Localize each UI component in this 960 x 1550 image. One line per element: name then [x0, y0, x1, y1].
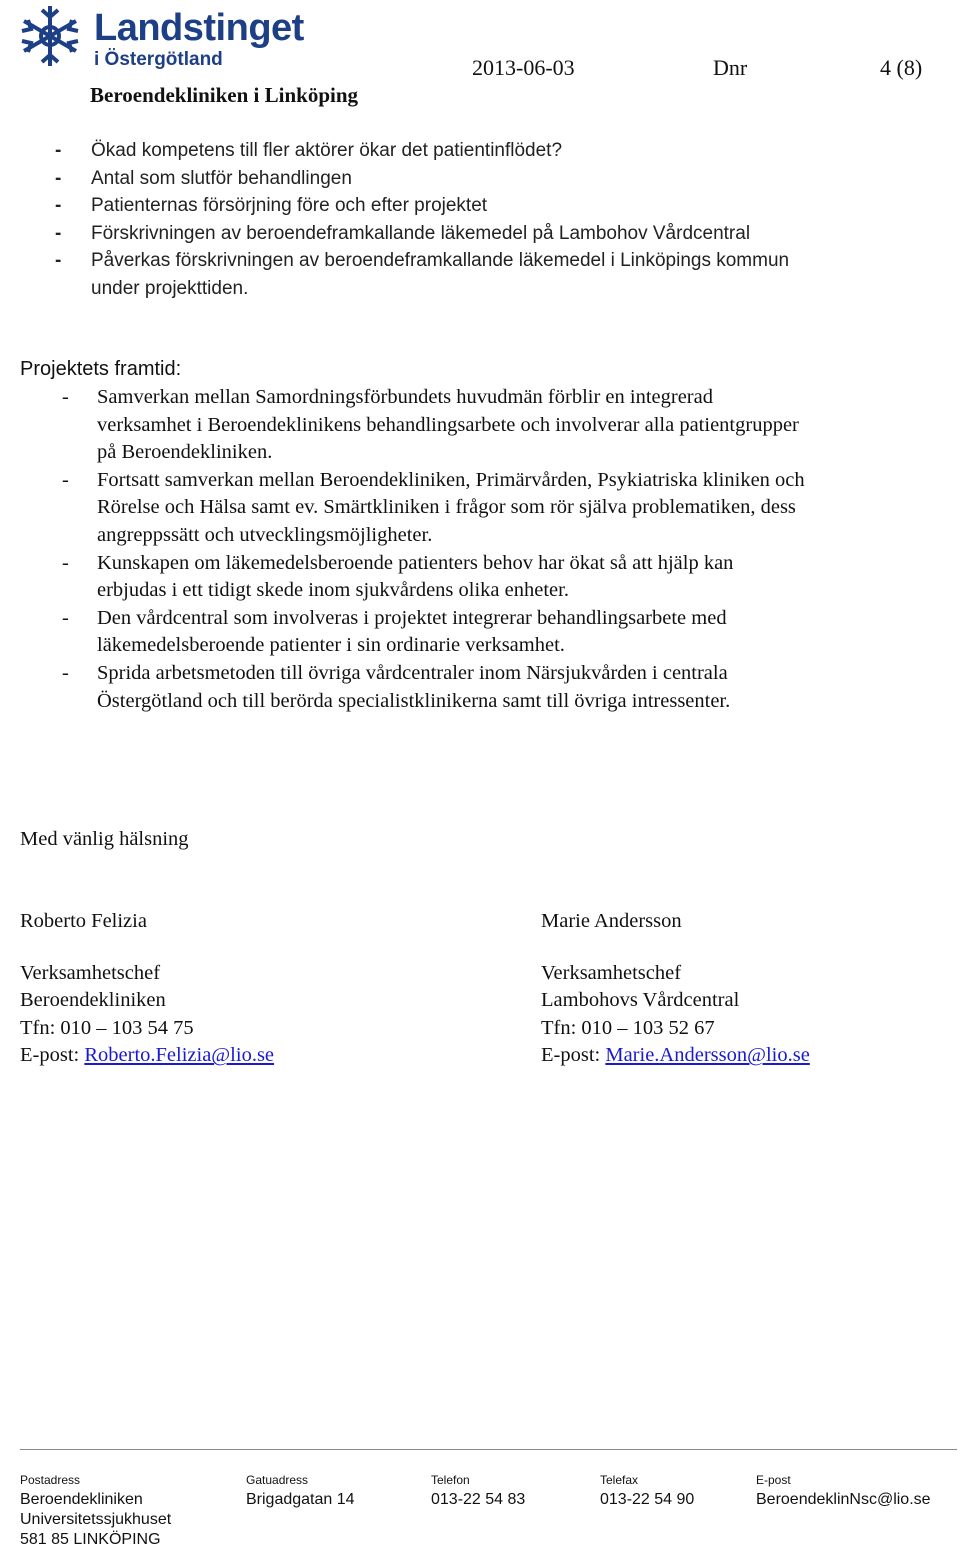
signatory-title: Verksamhetschef [20, 961, 161, 984]
list-item: - Patienternas försörjning före och efter projektet [55, 195, 488, 217]
evaluation-list [55, 137, 790, 303]
signatory-title: Verksamhetschef [541, 961, 682, 984]
list-item: - Fortsatt samverkan mellan Beroendekliniken, Primärvården, Psykiatriska kliniken och Rörelse och Hälsa samt ev. Smärtkliniken i frågor som rör själva problematiken, dess angreppssätt och utvecklingsmöjligheter. [62, 468, 805, 546]
signature-block [20, 908, 274, 1070]
list-item: - Samverkan mellan Samordningsförbundets huvudmän förblir en integrerad verksamhet i Beroendeklinikens behandlingsarbete och involverar alla patientgrupper på Beroendekliniken. [62, 386, 799, 464]
department-name: Beroendekliniken i Linköping [90, 83, 359, 107]
footer-epost: E-post BeroendeklinNsc@lio.se [756, 1473, 931, 1508]
closing-greeting: Med vänlig hälsning [20, 828, 189, 850]
signatory-unit: Lambohovs Vårdcentral [541, 989, 740, 1012]
signatory-name: Roberto Felizia [20, 910, 147, 932]
page-number: 4 (8) [880, 55, 923, 80]
list-item: - Kunskapen om läkemedelsberoende patienters behov har ökat så att hjälp kan erbjudas i ett tidigt skede inom sjukvårdens olika enheter. [62, 551, 734, 602]
footer-label: Gatuadress [246, 1473, 309, 1487]
list-item: - Ökad kompetens till fler aktörer ökar det patientinflödet? [55, 140, 563, 161]
signature-block [541, 908, 810, 1070]
footer-postadress: Postadress Beroendekliniken Universitetssjukhuset 581 85 LINKÖPING [20, 1473, 172, 1548]
snowflake-emblem-icon [18, 2, 82, 70]
list-item: - Den vårdcentral som involveras i projektet integrerar behandlingsarbete med läkemedelsberoende patienter i sin ordinarie verksamhet. [62, 606, 727, 657]
email-link[interactable]: Marie.Andersson@lio.se [605, 1044, 810, 1067]
org-name: Landstinget [94, 7, 304, 49]
signatory-phone: Tfn: 010 – 103 54 75 [20, 1016, 194, 1039]
signatory-email-line: E-post: Marie.Andersson@lio.se [541, 1044, 810, 1067]
footer-telefax: Telefax 013-22 54 90 [600, 1473, 695, 1508]
footer-label: Telefon [431, 1473, 470, 1487]
section-heading: Projektets framtid: [20, 358, 182, 380]
footer-divider [20, 1449, 957, 1450]
landstinget-logo [18, 2, 328, 74]
footer-label: E-post [756, 1473, 791, 1487]
signatory-unit: Beroendekliniken [20, 989, 166, 1012]
future-list [62, 384, 937, 715]
signatory-email-line: E-post: Roberto.Felizia@lio.se [20, 1044, 275, 1067]
document-date: 2013-06-03 [472, 55, 575, 80]
footer-gatuadress: Gatuadress Brigadgatan 14 [246, 1473, 355, 1508]
signatory-phone: Tfn: 010 – 103 52 67 [541, 1016, 715, 1039]
footer-telefon: Telefon 013-22 54 83 [431, 1473, 526, 1508]
list-item-continuation: under projekttiden. [91, 277, 249, 299]
org-region: i Östergötland [94, 49, 223, 70]
dnr-label: Dnr [713, 55, 748, 80]
list-item: - Förskrivningen av beroendeframkallande läkemedel på Lambohov Vårdcentral [55, 222, 751, 244]
footer-label: Postadress [20, 1473, 81, 1487]
signatory-name: Marie Andersson [541, 910, 682, 932]
list-item: - Sprida arbetsmetoden till övriga vårdcentraler inom Närsjukvården i centrala Östergötland och till berörda specialistklinikerna samt till övriga intressenter. [62, 661, 731, 712]
list-item: - Påverkas förskrivningen av beroendeframkallande läkemedel i Linköpings kommun [55, 250, 790, 272]
list-item: - Antal som slutför behandlingen [55, 167, 352, 189]
footer-label: Telefax [600, 1473, 639, 1487]
email-link[interactable]: Roberto.Felizia@lio.se [84, 1044, 275, 1067]
